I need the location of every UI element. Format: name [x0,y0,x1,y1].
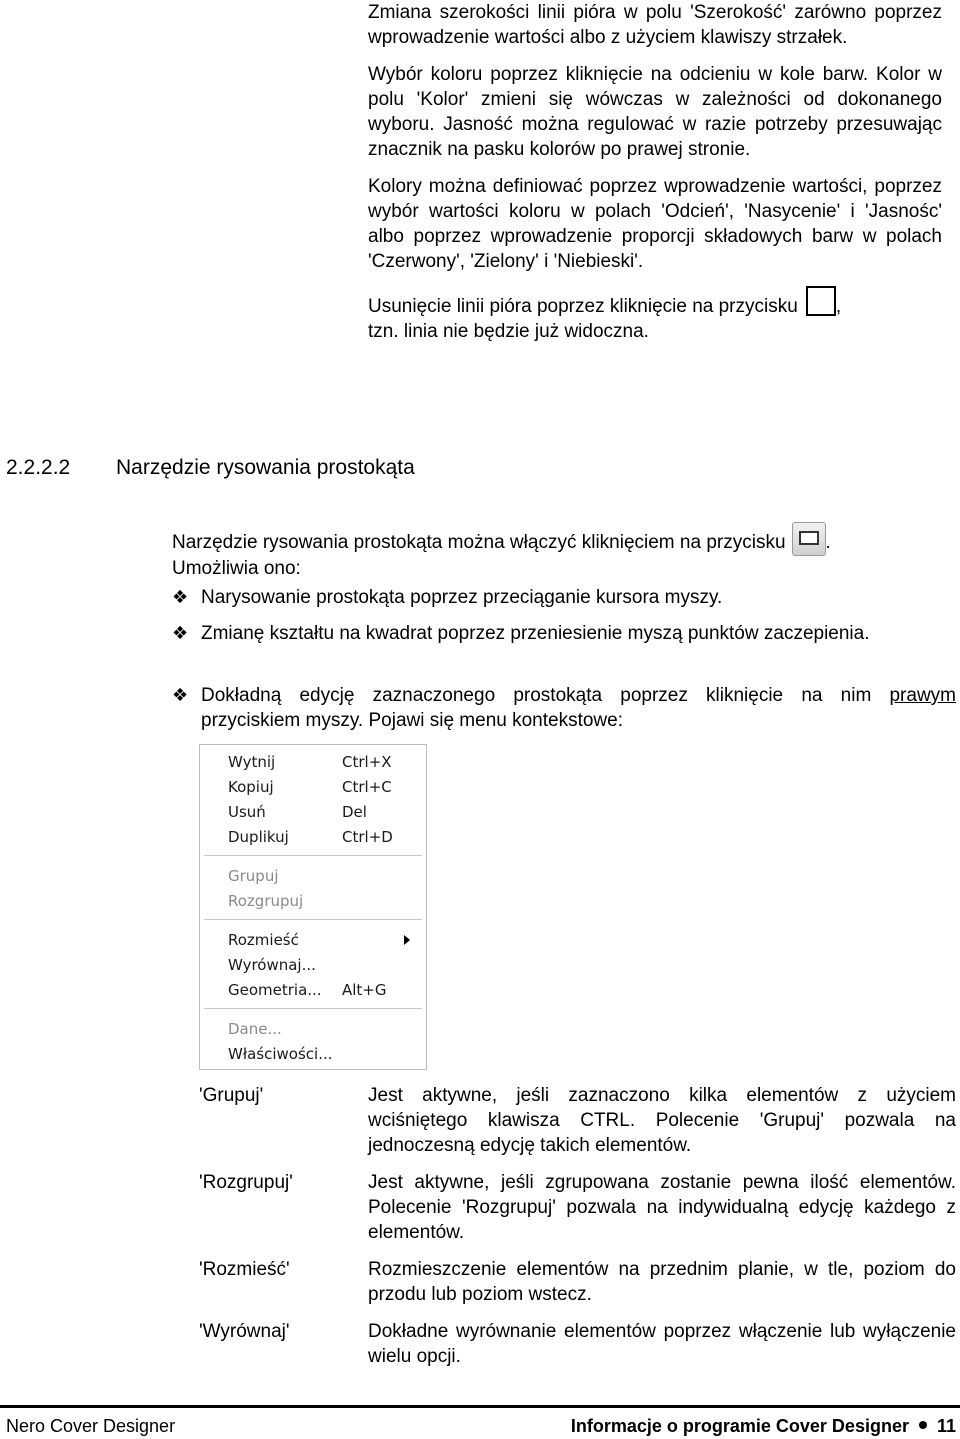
paragraph-pen-width: Zmiana szerokości linii pióra w polu 'Szerokość' zarówno poprzez wprowadzenie wartości albo z użyciem klawiszy strzałek. [368,2,942,48]
definition-term-wyrownaj: 'Wyrównaj' [199,1321,290,1342]
footer-product-name: Nero Cover Designer [6,1416,176,1436]
top-text-block [368,0,942,356]
intro-text: Narzędzie rysowania prostokąta można włączyć kliknięciem na przycisku [172,532,786,553]
bullet-dot-icon [919,1421,927,1429]
remove-line-text: Usunięcie linii pióra poprzez kliknięcie na przycisku [368,296,798,317]
submenu-arrow-icon [404,935,410,945]
bullet-item [172,683,956,733]
shortcut-wytnij: Ctrl+X [342,753,392,771]
remove-line-comma: , [835,296,842,317]
bullet-text: Narysowanie prostokąta poprzez przeciąganie kursora myszy. [201,587,723,608]
bullet-text: Zmianę kształtu na kwadrat poprzez przeniesienie myszą punktów zaczepienia. [201,623,870,644]
menu-item-rozgrupuj[interactable]: Rozgrupuj [228,892,304,910]
menu-item-wlasciwosci[interactable]: Właściwości... [228,1045,333,1063]
menu-separator [204,1008,422,1010]
menu-separator [204,855,422,857]
definition-term-rozmiesc: 'Rozmieść' [199,1259,290,1280]
menu-item-wytnij[interactable]: Wytnij [228,753,276,771]
diamond-bullet-icon: ❖ [172,685,189,705]
menu-item-dane[interactable]: Dane... [228,1020,282,1038]
context-menu [199,744,427,1070]
rectangle-tool-icon [792,522,826,556]
footer-chapter-title: Informacje o programie Cover Designer [570,1416,909,1436]
section-title: Narzędzie rysowania prostokąta [116,456,415,479]
bullet-text-part: przyciskiem myszy. Pojawi się menu kontekstowe: [201,710,623,731]
menu-item-rozmiesc[interactable]: Rozmieść [228,931,299,949]
paragraph-color-values: Kolory można definiować poprzez wprowadzenie wartości, poprzez wybór wartości koloru w polach 'Odcień', 'Nasycenie' i 'Jasnośc' albo poprzez wprowadzenie proporcji składowych barw w polach 'Czerwony', 'Zielony' i 'Niebieski'. [368,176,942,272]
definition-term-grupuj: 'Grupuj' [199,1085,264,1106]
footer-right [571,1414,956,1439]
page-number: 11 [936,1416,956,1436]
shortcut-usun: Del [342,803,367,821]
diamond-bullet-icon: ❖ [172,587,189,607]
section-heading [6,453,415,483]
bullet-item [172,585,956,610]
remove-line-text-2: tzn. linia nie będzie już widoczna. [368,321,649,342]
menu-separator [204,919,422,921]
shortcut-duplikuj: Ctrl+D [342,828,393,846]
bullet-text-part: Dokładną edycję zaznaczonego prostokąta poprzez kliknięcie na nim [201,685,890,706]
intro-text-2: Umożliwia ono: [172,558,301,579]
bullet-item [172,621,956,646]
menu-item-kopiuj[interactable]: Kopiuj [228,778,274,796]
paragraph-remove-line [368,286,942,344]
intro-paragraph [172,522,956,581]
footer-rule [0,1405,960,1408]
bullet-text [201,683,956,733]
shortcut-kopiuj: Ctrl+C [342,778,392,796]
intro-period: . [825,532,831,553]
definition-desc-rozgrupuj: Jest aktywne, jeśli zgrupowana zostanie pewna ilość elementów. Polecenie 'Rozgrupuj' pozwala na indywidualną edycję każdego z elementów. [368,1172,956,1243]
menu-item-wyrownaj[interactable]: Wyrównaj... [228,956,316,974]
bullet-text-underlined: prawym [889,685,956,706]
menu-item-usun[interactable]: Usuń [228,803,266,821]
menu-item-grupuj[interactable]: Grupuj [228,867,279,885]
menu-item-geometria[interactable]: Geometria... [228,981,322,999]
definition-desc-wyrownaj: Dokładne wyrównanie elementów poprzez włączenie lub wyłączenie wielu opcji. [368,1321,956,1367]
definition-desc-rozmiesc: Rozmieszczenie elementów na przednim planie, w tle, poziom do przodu lub poziom wstecz. [368,1259,956,1305]
paragraph-color-wheel: Wybór koloru poprzez kliknięcie na odcieniu w kole barw. Kolor w polu 'Kolor' zmieni się wówczas w zależności od dokonanego wyboru. Jasność można regulować w razie potrzeby przesuwając znacznik na pasku kolorów po prawej stronie. [368,64,942,160]
menu-item-duplikuj[interactable]: Duplikuj [228,828,289,846]
shortcut-geometria: Alt+G [342,981,387,999]
definition-term-rozgrupuj: 'Rozgrupuj' [199,1172,293,1193]
diamond-bullet-icon: ❖ [172,623,189,643]
section-number: 2.2.2.2 [6,456,71,479]
definition-desc-grupuj: Jest aktywne, jeśli zaznaczono kilka elementów z użyciem wciśniętego klawisza CTRL. Polecenie 'Grupuj' pozwala na jednoczesną edycję takich elementów. [368,1085,956,1156]
empty-square-icon [806,286,836,316]
